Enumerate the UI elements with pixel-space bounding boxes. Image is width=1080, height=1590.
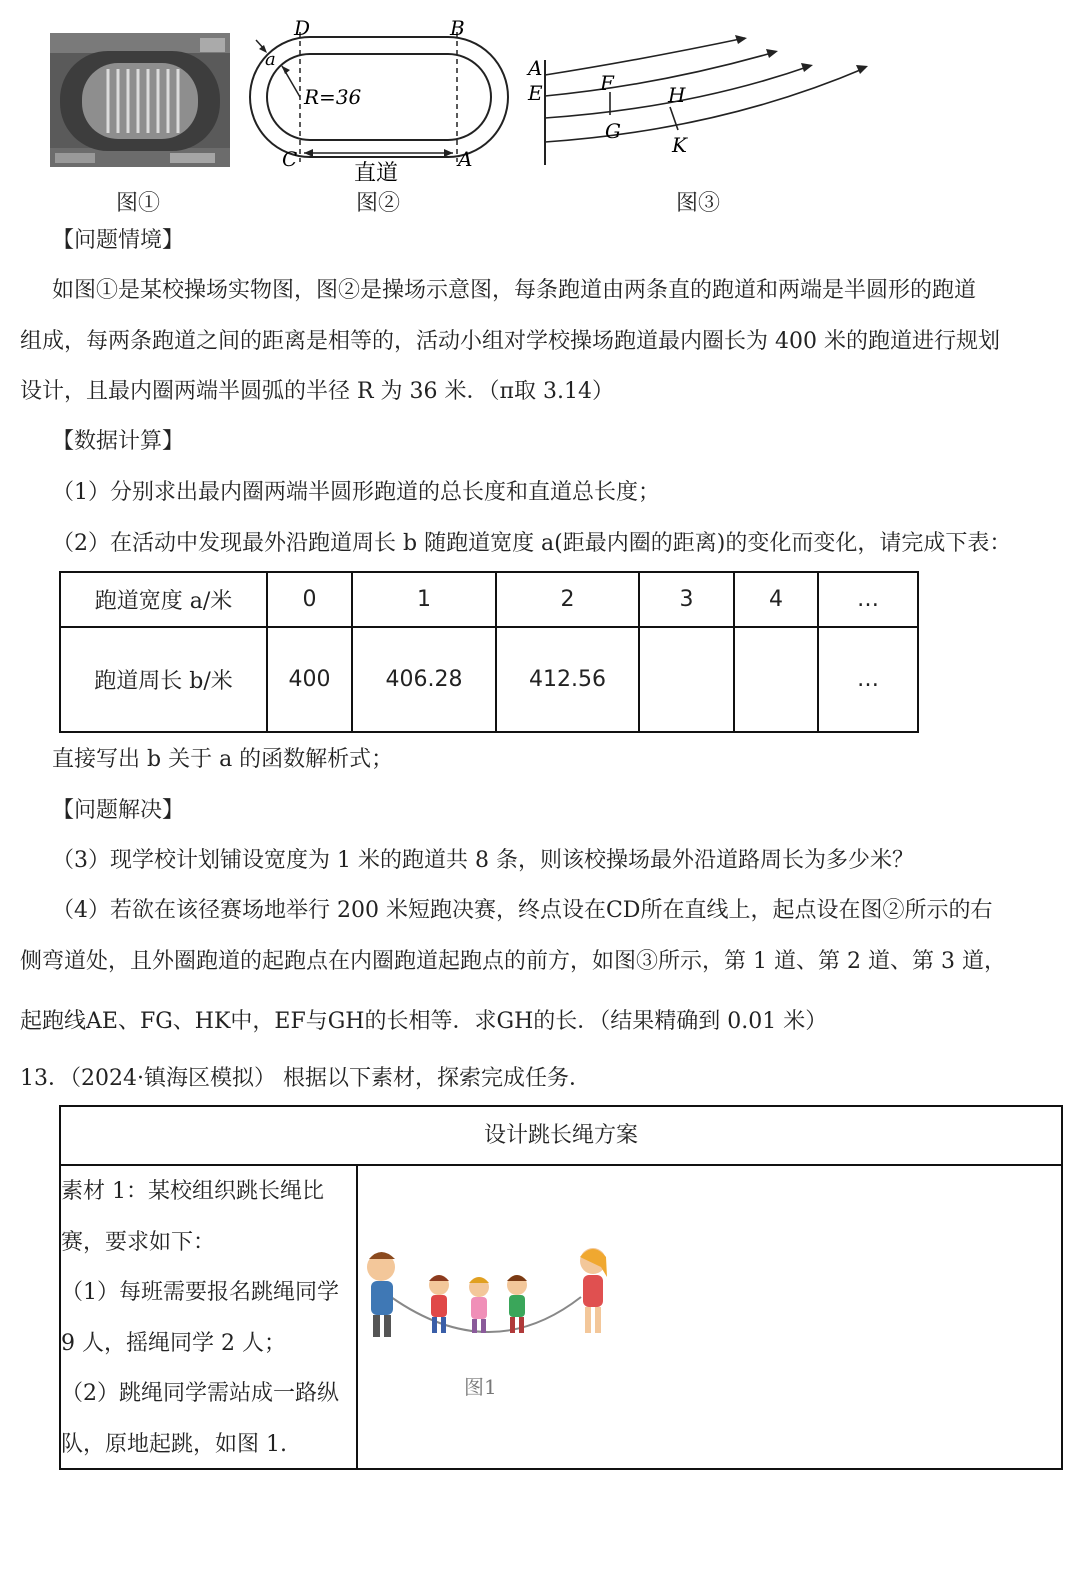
figure-1-caption: 图① [116, 191, 161, 216]
context-line-3: 设计，且最内圈两端半圆弧的半径 R 为 36 米．（π取 3.14） [20, 379, 614, 404]
table-cell: 跑道周长 b/米 [60, 627, 267, 732]
fig3-label-G: G [605, 119, 621, 143]
table-cell: … [818, 572, 918, 627]
task-table [59, 1105, 1063, 1470]
task-title: 设计跳长绳方案 [61, 1107, 1061, 1166]
figure-3-caption: 图③ [676, 191, 721, 216]
material-line: 9 人，摇绳同学 2 人； [61, 1330, 286, 1356]
lane-table [59, 571, 919, 733]
fig2-label-A: A [458, 147, 473, 171]
after-table-text: 直接写出 b 关于 a 的函数解析式； [52, 747, 394, 772]
context-line-1: 如图①是某校操场实物图，图②是操场示意图，每条跑道由两条直的跑道和两端是半圆形的跑道 [52, 278, 977, 303]
problem-13-heading: 13．（2024·镇海区模拟） 根据以下素材，探索完成任务． [20, 1066, 591, 1091]
table-cell: 406.28 [352, 627, 496, 732]
question-1: （1）分别求出最内圈两端半圆形跑道的总长度和直道总长度； [52, 480, 660, 505]
fig3-label-K: K [672, 133, 687, 157]
question-4-line-3: 起跑线AE、FG、HK中，EF与GH的长相等．求GH的长．（结果精确到 0.01 米） [20, 1009, 828, 1034]
fig2-radius-label: R=36 [304, 85, 362, 109]
table-cell: 4 [734, 572, 818, 627]
table-cell: 400 [267, 627, 352, 732]
question-3: （3）现学校计划铺设宽度为 1 米的跑道共 8 条，则该校操场最外沿道路周长为多少米？ [52, 848, 914, 873]
material-text [61, 1164, 358, 1468]
table-row [60, 627, 918, 732]
context-line-2: 组成，每两条跑道之间的距离是相等的，活动小组对学校操场跑道最内圈长为 400 米的跑道进行规划 [20, 329, 1000, 354]
material-line: （1）每班需要报名跳绳同学 [61, 1280, 339, 1305]
table-cell: … [818, 627, 918, 732]
fig3-label-E: E [528, 81, 543, 105]
table-cell: 0 [267, 572, 352, 627]
jump-rope-illustration [361, 1237, 621, 1357]
table-cell [734, 627, 818, 732]
question-4-line-2: 侧弯道处，且外圈跑道的起跑点在内圈跑道起跑点的前方，如图③所示，第 1 道、第 2 道、第 3 道， [20, 949, 1006, 974]
fig2-label-C: C [282, 147, 298, 171]
table-cell: 1 [352, 572, 496, 627]
table-cell [639, 627, 734, 732]
table-cell: 跑道宽度 a/米 [60, 572, 267, 627]
section-heading-solve: 【问题解决】 [52, 798, 185, 823]
fig2-label-D: D [294, 16, 311, 40]
figure-2-caption: 图② [356, 191, 401, 216]
figure-1-caption-task: 图1 [464, 1375, 497, 1399]
section-heading-calc: 【数据计算】 [52, 429, 185, 454]
material-line: 素材 1：某校组织跳长绳比 [61, 1179, 324, 1204]
fig3-label-F: F [600, 71, 614, 95]
figure-2-track-diagram [240, 10, 520, 190]
table-cell: 3 [639, 572, 734, 627]
figure-1-photo [50, 33, 230, 167]
question-2: （2）在活动中发现最外沿跑道周长 b 随跑道宽度 a(距最内圈的距离)的变化而变化，请完成下表： [52, 531, 1012, 556]
fig2-label-B: B [450, 16, 465, 40]
material-line: （2）跳绳同学需站成一路纵 [61, 1381, 339, 1406]
table-cell: 2 [496, 572, 639, 627]
fig3-label-H: H [668, 83, 686, 107]
question-4-line-1: （4）若欲在该径赛场地举行 200 米短跑决赛，终点设在CD所在直线上，起点设在图②所示的右 [52, 898, 993, 923]
figure-3-curved-lanes [520, 30, 880, 170]
child-figure-left [367, 1252, 395, 1337]
fig3-label-A: A [528, 56, 543, 80]
material-line: 队，原地起跳，如图 1. [61, 1431, 287, 1457]
material-line: 赛，要求如下： [61, 1229, 216, 1255]
table-row [60, 572, 918, 627]
table-cell: 412.56 [496, 627, 639, 732]
fig2-label-a: a [265, 49, 276, 70]
section-heading-context: 【问题情境】 [52, 228, 185, 253]
fig2-straight-label: 直道 [354, 161, 399, 186]
